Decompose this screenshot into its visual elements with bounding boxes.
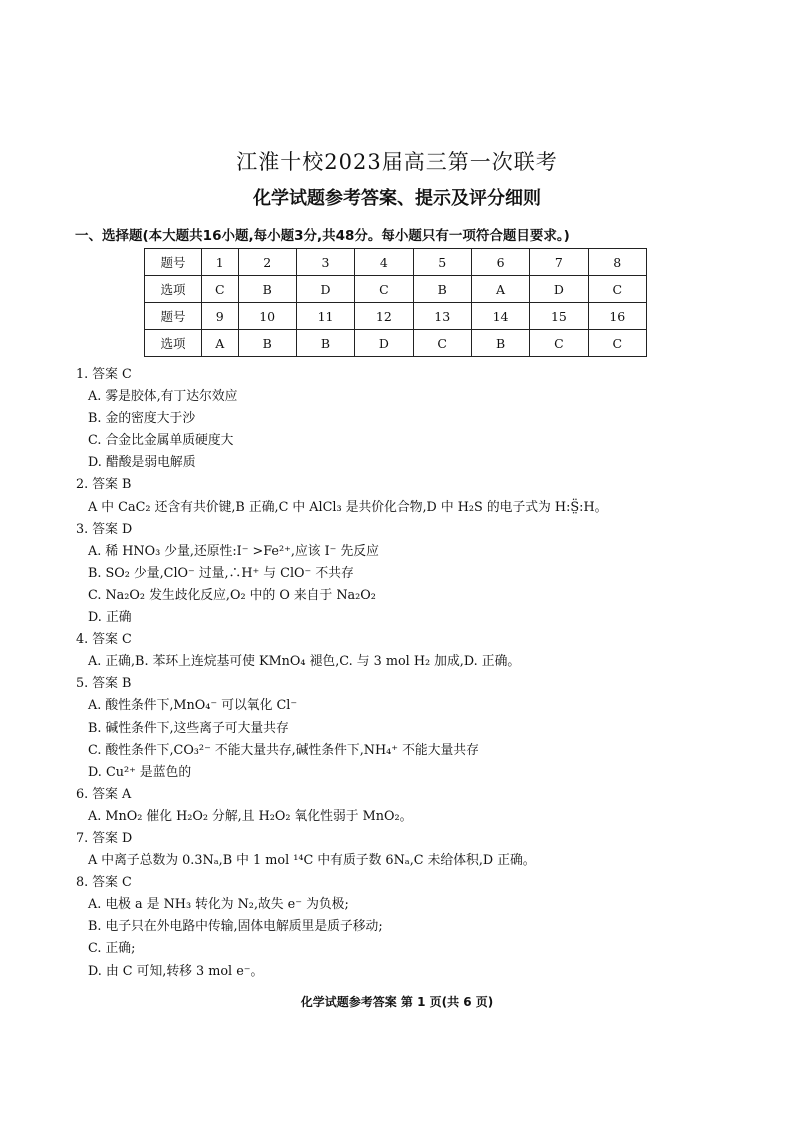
table-cell: 3 <box>296 249 354 276</box>
answer-line: 1. 答案 C <box>76 367 132 382</box>
table-cell: C <box>413 330 471 357</box>
exam-subtitle: 化学试题参考答案、提示及评分细则 <box>253 188 541 209</box>
table-cell: 8 <box>588 249 646 276</box>
explanation-line: C. 酸性条件下,CO₃²⁻ 不能大量共存,碱性条件下,NH₄⁺ 不能大量共存 <box>88 742 479 758</box>
explanation-line: D. 醋酸是弱电解质 <box>88 455 196 471</box>
table-cell: 12 <box>355 303 413 330</box>
table-row-label: 题号 <box>145 303 202 330</box>
table-cell: C <box>530 330 588 357</box>
answer-line: 8. 答案 C <box>76 875 132 891</box>
explanation-line: C. Na₂O₂ 发生歧化反应,O₂ 中的 O 来自于 Na₂O₂ <box>88 587 376 603</box>
table-row <box>145 249 647 276</box>
table-row-label: 选项 <box>145 330 202 357</box>
explanation-line: A 中离子总数为 0.3Nₐ,B 中 1 mol ¹⁴C 中有质子数 6Nₐ,C 未给体积,D 正确。 <box>88 853 536 869</box>
table-cell: 10 <box>238 303 296 330</box>
page-footer: 化学试题参考答案 第 1 页(共 6 页) <box>300 995 494 1009</box>
explanation-line: B. 金的密度大于沙 <box>88 411 196 427</box>
section-heading: 一、选择题(本大题共16小题,每小题3分,共48分。每小题只有一项符合题目要求。) <box>75 228 570 244</box>
table-cell: B <box>238 330 296 357</box>
table-cell: 4 <box>355 249 413 276</box>
table-row-label: 题号 <box>145 249 202 276</box>
explanation-line: D. 由 C 可知,转移 3 mol e⁻。 <box>88 963 264 979</box>
explanation-line: A. 雾是胶体,有丁达尔效应 <box>88 389 238 405</box>
table-cell: 16 <box>588 303 646 330</box>
table-cell: B <box>296 330 354 357</box>
exam-title: 江淮十校2023届高三第一次联考 <box>236 150 558 174</box>
answer-line: 7. 答案 D <box>76 830 133 846</box>
table-cell: B <box>413 276 471 303</box>
table-cell: 1 <box>202 249 239 276</box>
table-cell: C <box>202 276 239 303</box>
explanation-line: A. MnO₂ 催化 H₂O₂ 分解,且 H₂O₂ 氧化性弱于 MnO₂。 <box>88 808 413 824</box>
table-cell: A <box>202 330 239 357</box>
table-cell: A <box>471 276 529 303</box>
explanation-line: B. 碱性条件下,这些离子可大量共存 <box>88 720 289 736</box>
explanation-line: B. 电子只在外电路中传输,固体电解质里是质子移动; <box>88 919 383 935</box>
explanation-line: B. SO₂ 少量,ClO⁻ 过量,∴H⁺ 与 ClO⁻ 不共存 <box>88 565 354 581</box>
table-cell: B <box>238 276 296 303</box>
explanation-line: A. 正确,B. 苯环上连烷基可使 KMnO₄ 褪色,C. 与 3 mol H₂ 加成,D. 正确。 <box>88 654 521 670</box>
table-cell: C <box>355 276 413 303</box>
table-cell: 5 <box>413 249 471 276</box>
table-cell: C <box>588 276 646 303</box>
table-row <box>145 303 647 330</box>
table-cell: D <box>296 276 354 303</box>
table-row <box>145 276 647 303</box>
explanation-line: A. 电极 a 是 NH₃ 转化为 N₂,故失 e⁻ 为负极; <box>88 897 349 913</box>
explanation-line: A. 稀 HNO₃ 少量,还原性:I⁻ >Fe²⁺,应该 I⁻ 先反应 <box>88 543 379 559</box>
explanation-line: D. 正确 <box>88 610 132 626</box>
table-row-label: 选项 <box>145 276 202 303</box>
answer-line: 5. 答案 B <box>76 676 132 692</box>
explanations-list <box>76 364 716 983</box>
table-row <box>145 330 647 357</box>
explanation-line: C. 正确; <box>88 941 136 957</box>
answer-line: 4. 答案 C <box>76 632 132 648</box>
explanation-line: D. Cu²⁺ 是蓝色的 <box>88 764 192 780</box>
table-cell: 9 <box>202 303 239 330</box>
table-cell: 6 <box>471 249 529 276</box>
table-cell: 2 <box>238 249 296 276</box>
answer-line: 6. 答案 A <box>76 786 132 802</box>
table-cell: D <box>530 276 588 303</box>
table-cell: C <box>588 330 646 357</box>
table-cell: B <box>471 330 529 357</box>
explanation-line: C. 合金比金属单质硬度大 <box>88 433 234 449</box>
explanation-line: A. 酸性条件下,MnO₄⁻ 可以氧化 Cl⁻ <box>88 698 298 714</box>
table-cell: 15 <box>530 303 588 330</box>
explanation-line: A 中 CaC₂ 还含有共价键,B 正确,C 中 AlCl₃ 是共价化合物,D 中 H₂S 的电子式为 H:S̤̈:H。 <box>88 499 608 515</box>
answer-line: 3. 答案 D <box>76 521 133 537</box>
table-cell: 11 <box>296 303 354 330</box>
table-cell: 13 <box>413 303 471 330</box>
table-cell: 14 <box>471 303 529 330</box>
table-cell: 7 <box>530 249 588 276</box>
answer-table <box>144 248 647 357</box>
table-cell: D <box>355 330 413 357</box>
answer-line: 2. 答案 B <box>76 477 132 493</box>
